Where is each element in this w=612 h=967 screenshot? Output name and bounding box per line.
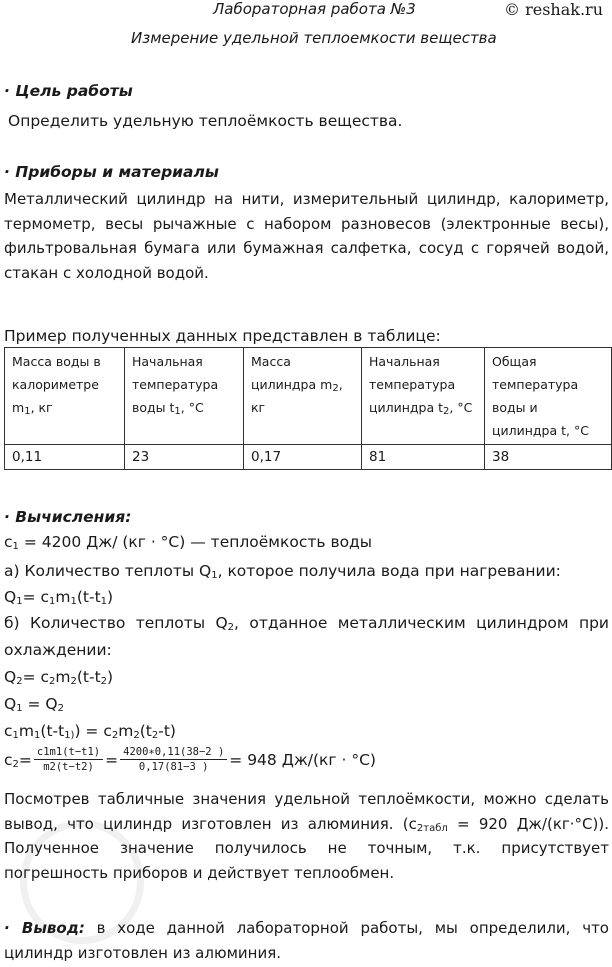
q2-formula: $Q_2= c_2m_2(t-t_2)$ (4, 668, 114, 687)
c1-line: $c_1 = 4200$ Дж/ (кг · °С) — теплоёмкость воды (4, 533, 373, 552)
fraction-numeric: $\frac{4200∗0,11(38-2 )}{0,17(81-3 )}$ (120, 746, 227, 773)
col-water-mass: Масса воды в калориметре $m_1$, кг (5, 348, 125, 445)
site-watermark: © reshak.ru (504, 0, 603, 19)
cell-total-temp: 38 (485, 445, 612, 470)
result-paragraph (4, 916, 609, 965)
balance-expanded: $c_1m_1(t-t_{1)}) = c_2m_2(t_2-t)$ (4, 722, 176, 741)
q1-formula: $Q_1= c_1m_1(t-t_1)$ (4, 588, 114, 607)
q2-description: б) Количество теплоты $Q_2$, отданное металлическим цилиндром при (4, 614, 610, 633)
cell-cylinder-temp: 81 (362, 445, 485, 470)
col-cylinder-mass: Масса цилиндра $m_2$, кг (244, 348, 362, 445)
q1-description: а) Количество теплоты $Q_1$, которое получила вода при нагревании: (4, 562, 561, 581)
lab-title: Лабораторная работа №3 (213, 0, 416, 18)
cell-cylinder-mass: 0,17 (244, 445, 362, 470)
table-row (5, 445, 612, 470)
result-text: в ходе данной лабораторной работы, мы определили, что цилиндр изготовлен из алюминия. (4, 919, 609, 962)
goal-heading: · Цель работы (4, 82, 133, 100)
col-total-temp: Общая температура воды и цилиндра t, °C (485, 348, 612, 445)
fraction-symbolic: $\frac{c1m1(t-t1)}{m2(t-t2)}$ (34, 746, 103, 773)
q2-description-cont: охлаждении: (4, 641, 112, 659)
col-water-temp: Начальная температура воды $t_1$, °C (125, 348, 244, 445)
data-table (4, 347, 612, 470)
table-header-row (5, 348, 612, 445)
goal-text: Определить удельную теплоёмкость вещества. (8, 112, 403, 130)
conclusion-paragraph: Посмотрев табличные значения удельной теплоёмкости, можно сделать вывод, что цилиндр изготовлен из алюминия. ($c_{2табл} = 920$ Дж/(кг·°С)). Полученное значение получилось не точным, т.к. присутствует погрешность приборов и действует теплообмен. (4, 790, 609, 882)
lab-subtitle: Измерение удельной теплоемкости вещества (131, 29, 497, 47)
col-cylinder-temp: Начальная температура цилиндра $t_2$, °C (362, 348, 485, 445)
table-caption: Пример полученных данных представлен в таблице: (4, 327, 441, 345)
cell-water-temp: 23 (125, 445, 244, 470)
cell-water-mass: 0,11 (5, 445, 125, 470)
result-heading: · Вывод: (4, 919, 85, 937)
materials-heading: · Приборы и материалы (4, 163, 219, 181)
materials-text: Металлический цилиндр на нити, измерительный цилиндр, калориметр, термометр, весы рычажные с набором разновесов (электронные весы), фильтровальная бумага или бумажная салфетка, сосуд с горячей водой, стакан с холодной водой. (4, 190, 609, 282)
c2-formula: $c_2=$ $\frac{c1m1(t-t1)}{m2(t-t2)}$ = $\frac{4200∗0,11(38-2 )}{0,17(81-3 )}$ = 948 Дж/(кг · °С) (4, 746, 376, 773)
balance-formula: $Q_1 = Q_2$ (4, 695, 64, 714)
calc-heading: · Вычисления: (4, 508, 132, 526)
